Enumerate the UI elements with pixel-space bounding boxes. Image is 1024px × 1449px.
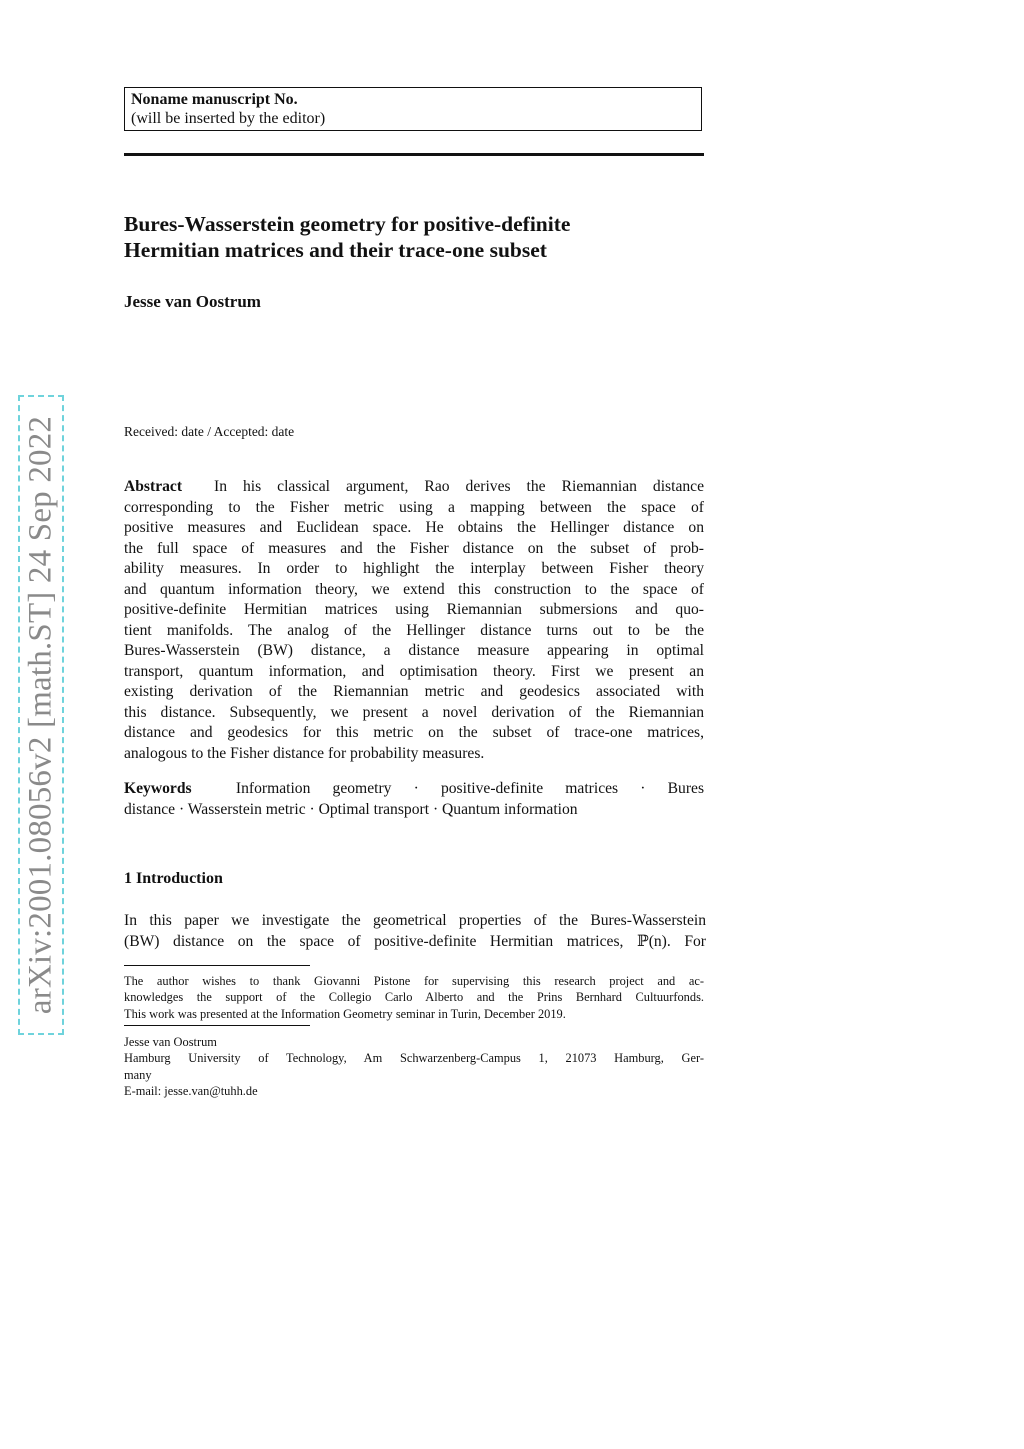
- keywords-label: Keywords: [124, 780, 192, 797]
- author-email[interactable]: E-mail: jesse.van@tuhh.de: [124, 1083, 258, 1098]
- abstract-line: the full space of measures and the Fisher distance on the subset of prob-: [124, 539, 704, 557]
- abstract-label: Abstract: [124, 478, 183, 495]
- affiliation-rule: [124, 1025, 310, 1026]
- abstract-line: this distance. Subsequently, we present a novel derivation of the Riemannian: [124, 703, 704, 721]
- abstract-line: distance and geodesics for this metric on the subset of trace-one matrices,: [124, 724, 704, 741]
- affiliation-address: many: [124, 1067, 152, 1082]
- author-affiliation: [124, 1034, 704, 1099]
- manuscript-info-box: [124, 87, 702, 131]
- introduction-text: [124, 911, 706, 952]
- keywords-line: Keywords Information geometry · positive-definite matrices · Bures: [124, 780, 705, 797]
- footnote-line: The author wishes to thank Giovanni Pistone for supervising this research project and ac-: [124, 974, 704, 988]
- keywords: [124, 779, 704, 820]
- intro-line: In this paper we investigate the geometrical properties of the Bures-Wasserstein: [124, 912, 706, 929]
- abstract-line: ability measures. In order to highlight the interplay between Fisher theory: [124, 560, 704, 577]
- keywords-line: distance · Wasserstein metric · Optimal transport · Quantum information: [124, 800, 578, 818]
- abstract-line: transport, quantum information, and optimisation theory. First we present an: [124, 662, 704, 680]
- author-name: Jesse van Oostrum: [124, 292, 261, 311]
- footnote-rule: [124, 965, 310, 966]
- paper-title: [124, 211, 714, 263]
- header-rule: [124, 153, 704, 156]
- title-line: Bures-Wasserstein geometry for positive-definite: [124, 212, 571, 236]
- abstract-line: corresponding to the Fisher metric using a mapping between the space of: [124, 498, 704, 516]
- abstract-line: Abstract In his classical argument, Rao derives the Riemannian distance: [124, 478, 705, 495]
- intro-line: (BW) distance on the space of positive-definite Hermitian matrices, ℙ(n). For: [124, 932, 706, 950]
- abstract-line: existing derivation of the Riemannian metric and geodesics associated with: [124, 683, 704, 700]
- affiliation-name: Jesse van Oostrum: [124, 1035, 217, 1049]
- title-line: Hermitian matrices and their trace-one subset: [124, 238, 547, 262]
- manuscript-title: Noname manuscript No.: [131, 91, 298, 108]
- footnote-line: knowledges the support of the Collegio Carlo Alberto and the Prins Bernhard Cultuurfonds.: [124, 990, 704, 1005]
- received-accepted-line: Received: date / Accepted: date: [124, 424, 295, 439]
- abstract-line: and quantum information theory, we extend this construction to the space of: [124, 580, 704, 598]
- manuscript-note: (will be inserted by the editor): [131, 110, 326, 127]
- abstract-line: positive-definite Hermitian matrices using Riemannian submersions and quo-: [124, 601, 704, 618]
- abstract-line: positive measures and Euclidean space. He obtains the Hellinger distance on: [124, 519, 704, 536]
- arxiv-identifier[interactable]: arXiv:2001.08056v2 [math.ST] 24 Sep 2022: [22, 415, 59, 1015]
- section-heading-introduction: 1 Introduction: [124, 870, 223, 887]
- abstract-line: analogous to the Fisher distance for probability measures.: [124, 744, 485, 762]
- abstract: [124, 477, 704, 764]
- abstract-line: Bures-Wasserstein (BW) distance, a distance measure appearing in optimal: [124, 642, 704, 659]
- affiliation-address: Hamburg University of Technology, Am Schwarzenberg-Campus 1, 21073 Hamburg, Ger-: [124, 1051, 704, 1066]
- abstract-line: tient manifolds. The analog of the Hellinger distance turns out to be the: [124, 621, 704, 639]
- footnote-line: This work was presented at the Information Geometry seminar in Turin, December 2019.: [124, 1006, 566, 1021]
- acknowledgement-footnote: [124, 973, 704, 1022]
